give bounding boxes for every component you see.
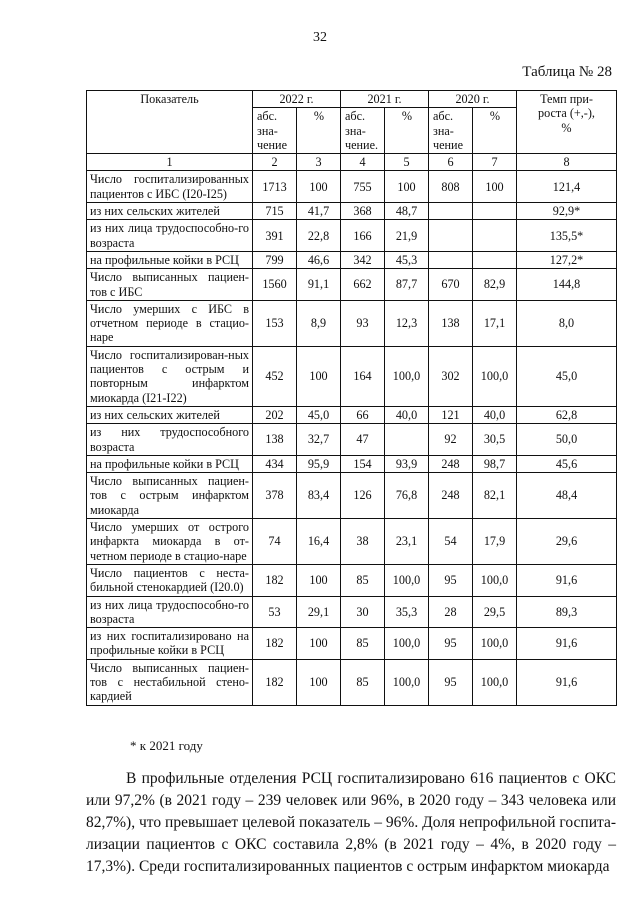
value-cell: 799 bbox=[253, 251, 297, 268]
value-cell: 248 bbox=[429, 455, 473, 472]
value-cell: 182 bbox=[253, 659, 297, 705]
value-cell: 302 bbox=[429, 346, 473, 406]
table-row bbox=[87, 346, 617, 406]
value-cell: 670 bbox=[429, 269, 473, 301]
header-abs-2022: абс. зна- чение bbox=[253, 108, 297, 154]
value-cell: 21,9 bbox=[385, 220, 429, 252]
value-cell: 121 bbox=[429, 406, 473, 423]
value-cell: 182 bbox=[253, 564, 297, 596]
value-cell: 29,5 bbox=[473, 596, 517, 628]
table-row bbox=[87, 203, 617, 220]
value-cell: 100,0 bbox=[385, 346, 429, 406]
indicator-label: из них госпитализировано на профильные койки в РСЦ bbox=[87, 628, 253, 660]
value-cell: 82,1 bbox=[473, 473, 517, 519]
column-number: 1 bbox=[87, 154, 253, 171]
value-cell: 95 bbox=[429, 564, 473, 596]
value-cell: 100 bbox=[473, 171, 517, 203]
column-number: 7 bbox=[473, 154, 517, 171]
value-cell: 23,1 bbox=[385, 519, 429, 565]
value-cell: 121,4 bbox=[517, 171, 617, 203]
indicator-label: из них сельских жителей bbox=[87, 406, 253, 423]
value-cell: 82,9 bbox=[473, 269, 517, 301]
header-abs-2020: абс. зна- чение bbox=[429, 108, 473, 154]
value-cell: 45,3 bbox=[385, 251, 429, 268]
table-row bbox=[87, 251, 617, 268]
value-cell: 95,9 bbox=[297, 455, 341, 472]
value-cell: 30 bbox=[341, 596, 385, 628]
value-cell: 1713 bbox=[253, 171, 297, 203]
value-cell: 92 bbox=[429, 424, 473, 456]
header-year-2021: 2021 г. bbox=[341, 91, 429, 108]
indicator-label: из них сельских жителей bbox=[87, 203, 253, 220]
value-cell: 95 bbox=[429, 628, 473, 660]
value-cell: 368 bbox=[341, 203, 385, 220]
indicator-label: на профильные койки в РСЦ bbox=[87, 455, 253, 472]
value-cell: 127,2* bbox=[517, 251, 617, 268]
indicator-label: Число госпитализированных пациентов с ИБС (I20-I25) bbox=[87, 171, 253, 203]
value-cell: 48,4 bbox=[517, 473, 617, 519]
header-year-2022: 2022 г. bbox=[253, 91, 341, 108]
value-cell: 95 bbox=[429, 659, 473, 705]
value-cell: 74 bbox=[253, 519, 297, 565]
value-cell: 138 bbox=[429, 300, 473, 346]
value-cell: 89,3 bbox=[517, 596, 617, 628]
value-cell: 100,0 bbox=[473, 564, 517, 596]
column-number: 3 bbox=[297, 154, 341, 171]
table-row bbox=[87, 406, 617, 423]
value-cell: 342 bbox=[341, 251, 385, 268]
table-row bbox=[87, 564, 617, 596]
body-paragraph: В профильные отделения РСЦ госпитализировано 616 пациентов с ОКС или 97,2% (в 2021 году – 239 человек или 96%, в 2020 году – 343 человека или 82,7%), что превышает целевой показатель – 96%. Доля непрофильной госпита-лизации пациентов с ОКС составила 2,8% (в 2021 году – 4%, в 2020 году – 17,3%). Среди госпитализированных пациентов с острым инфарктом миокарда bbox=[86, 770, 616, 875]
value-cell: 135,5* bbox=[517, 220, 617, 252]
indicator-label: Число выписанных пациен-тов с нестабильной стено-кардией bbox=[87, 659, 253, 705]
value-cell: 100,0 bbox=[473, 346, 517, 406]
value-cell: 41,7 bbox=[297, 203, 341, 220]
value-cell: 434 bbox=[253, 455, 297, 472]
indicator-label: Число госпитализирован-ных пациентов с острым и повторным инфарктом миокарда (I21-I22) bbox=[87, 346, 253, 406]
value-cell: 91,6 bbox=[517, 659, 617, 705]
value-cell: 40,0 bbox=[473, 406, 517, 423]
value-cell: 85 bbox=[341, 628, 385, 660]
value-cell: 100,0 bbox=[473, 659, 517, 705]
value-cell: 202 bbox=[253, 406, 297, 423]
value-cell: 17,1 bbox=[473, 300, 517, 346]
indicator-label: Число умерших от острого инфаркта миокарда в от-четном периоде в стацио-наре bbox=[87, 519, 253, 565]
value-cell: 715 bbox=[253, 203, 297, 220]
value-cell: 100,0 bbox=[385, 659, 429, 705]
value-cell: 182 bbox=[253, 628, 297, 660]
value-cell bbox=[429, 251, 473, 268]
value-cell: 100 bbox=[385, 171, 429, 203]
value-cell: 100,0 bbox=[385, 564, 429, 596]
value-cell: 100 bbox=[297, 628, 341, 660]
value-cell: 91,1 bbox=[297, 269, 341, 301]
column-number: 8 bbox=[517, 154, 617, 171]
value-cell: 126 bbox=[341, 473, 385, 519]
value-cell bbox=[473, 203, 517, 220]
value-cell: 85 bbox=[341, 564, 385, 596]
value-cell: 53 bbox=[253, 596, 297, 628]
value-cell: 166 bbox=[341, 220, 385, 252]
page-number: 32 bbox=[313, 30, 327, 45]
header-growth-rate: Темп при- роста (+,-), % bbox=[517, 91, 617, 154]
table-row bbox=[87, 628, 617, 660]
column-number: 5 bbox=[385, 154, 429, 171]
value-cell: 153 bbox=[253, 300, 297, 346]
value-cell: 452 bbox=[253, 346, 297, 406]
value-cell: 85 bbox=[341, 659, 385, 705]
table-row bbox=[87, 455, 617, 472]
value-cell bbox=[473, 220, 517, 252]
header-year-2020: 2020 г. bbox=[429, 91, 517, 108]
value-cell: 62,8 bbox=[517, 406, 617, 423]
value-cell: 30,5 bbox=[473, 424, 517, 456]
statistics-table bbox=[86, 90, 617, 706]
value-cell: 46,6 bbox=[297, 251, 341, 268]
value-cell: 154 bbox=[341, 455, 385, 472]
value-cell: 98,7 bbox=[473, 455, 517, 472]
value-cell: 45,0 bbox=[297, 406, 341, 423]
value-cell bbox=[429, 220, 473, 252]
value-cell: 50,0 bbox=[517, 424, 617, 456]
header-pct-2020: % bbox=[473, 108, 517, 154]
value-cell: 29,6 bbox=[517, 519, 617, 565]
value-cell: 144,8 bbox=[517, 269, 617, 301]
value-cell: 54 bbox=[429, 519, 473, 565]
value-cell: 92,9* bbox=[517, 203, 617, 220]
table-row bbox=[87, 424, 617, 456]
indicator-label: Число выписанных пациен-тов с острым инфарктом миокарда bbox=[87, 473, 253, 519]
value-cell: 91,6 bbox=[517, 564, 617, 596]
value-cell: 378 bbox=[253, 473, 297, 519]
header-pct-2022: % bbox=[297, 108, 341, 154]
value-cell: 93,9 bbox=[385, 455, 429, 472]
value-cell: 100,0 bbox=[385, 628, 429, 660]
indicator-label: Число выписанных пациен-тов с ИБС bbox=[87, 269, 253, 301]
header-abs-2021: абс. зна- чение. bbox=[341, 108, 385, 154]
value-cell: 248 bbox=[429, 473, 473, 519]
table-body bbox=[87, 171, 617, 705]
value-cell: 29,1 bbox=[297, 596, 341, 628]
table-row bbox=[87, 269, 617, 301]
value-cell: 164 bbox=[341, 346, 385, 406]
table-row bbox=[87, 596, 617, 628]
value-cell: 35,3 bbox=[385, 596, 429, 628]
header-pct-2021: % bbox=[385, 108, 429, 154]
value-cell: 45,6 bbox=[517, 455, 617, 472]
value-cell: 755 bbox=[341, 171, 385, 203]
value-cell bbox=[385, 424, 429, 456]
value-cell: 38 bbox=[341, 519, 385, 565]
value-cell: 91,6 bbox=[517, 628, 617, 660]
header-indicator: Показатель bbox=[87, 91, 253, 154]
indicator-label: на профильные койки в РСЦ bbox=[87, 251, 253, 268]
value-cell: 87,7 bbox=[385, 269, 429, 301]
table-caption: Таблица № 28 bbox=[522, 64, 612, 80]
column-number: 2 bbox=[253, 154, 297, 171]
table-row bbox=[87, 300, 617, 346]
table-row bbox=[87, 659, 617, 705]
value-cell: 138 bbox=[253, 424, 297, 456]
value-cell: 22,8 bbox=[297, 220, 341, 252]
value-cell: 100,0 bbox=[473, 628, 517, 660]
value-cell: 93 bbox=[341, 300, 385, 346]
column-number: 4 bbox=[341, 154, 385, 171]
value-cell: 83,4 bbox=[297, 473, 341, 519]
value-cell: 12,3 bbox=[385, 300, 429, 346]
column-number: 6 bbox=[429, 154, 473, 171]
indicator-label: из них лица трудоспособно-го возраста bbox=[87, 220, 253, 252]
table-row bbox=[87, 519, 617, 565]
value-cell bbox=[473, 251, 517, 268]
value-cell: 662 bbox=[341, 269, 385, 301]
indicator-label: Число умерших с ИБС в отчетном периоде в стацио-наре bbox=[87, 300, 253, 346]
value-cell: 100 bbox=[297, 346, 341, 406]
value-cell: 48,7 bbox=[385, 203, 429, 220]
value-cell: 28 bbox=[429, 596, 473, 628]
value-cell: 16,4 bbox=[297, 519, 341, 565]
value-cell: 100 bbox=[297, 564, 341, 596]
value-cell bbox=[429, 203, 473, 220]
value-cell: 8,0 bbox=[517, 300, 617, 346]
value-cell: 32,7 bbox=[297, 424, 341, 456]
table-row bbox=[87, 473, 617, 519]
value-cell: 76,8 bbox=[385, 473, 429, 519]
value-cell: 17,9 bbox=[473, 519, 517, 565]
value-cell: 100 bbox=[297, 171, 341, 203]
value-cell: 100 bbox=[297, 659, 341, 705]
value-cell: 47 bbox=[341, 424, 385, 456]
value-cell: 391 bbox=[253, 220, 297, 252]
indicator-label: из них трудоспособного возраста bbox=[87, 424, 253, 456]
value-cell: 45,0 bbox=[517, 346, 617, 406]
indicator-label: из них лица трудоспособно-го возраста bbox=[87, 596, 253, 628]
table-row bbox=[87, 220, 617, 252]
value-cell: 66 bbox=[341, 406, 385, 423]
value-cell: 1560 bbox=[253, 269, 297, 301]
indicator-label: Число пациентов с неста-бильной стенокардией (I20.0) bbox=[87, 564, 253, 596]
table-row bbox=[87, 171, 617, 203]
value-cell: 40,0 bbox=[385, 406, 429, 423]
value-cell: 8,9 bbox=[297, 300, 341, 346]
footnote: * к 2021 году bbox=[130, 738, 203, 753]
value-cell: 808 bbox=[429, 171, 473, 203]
